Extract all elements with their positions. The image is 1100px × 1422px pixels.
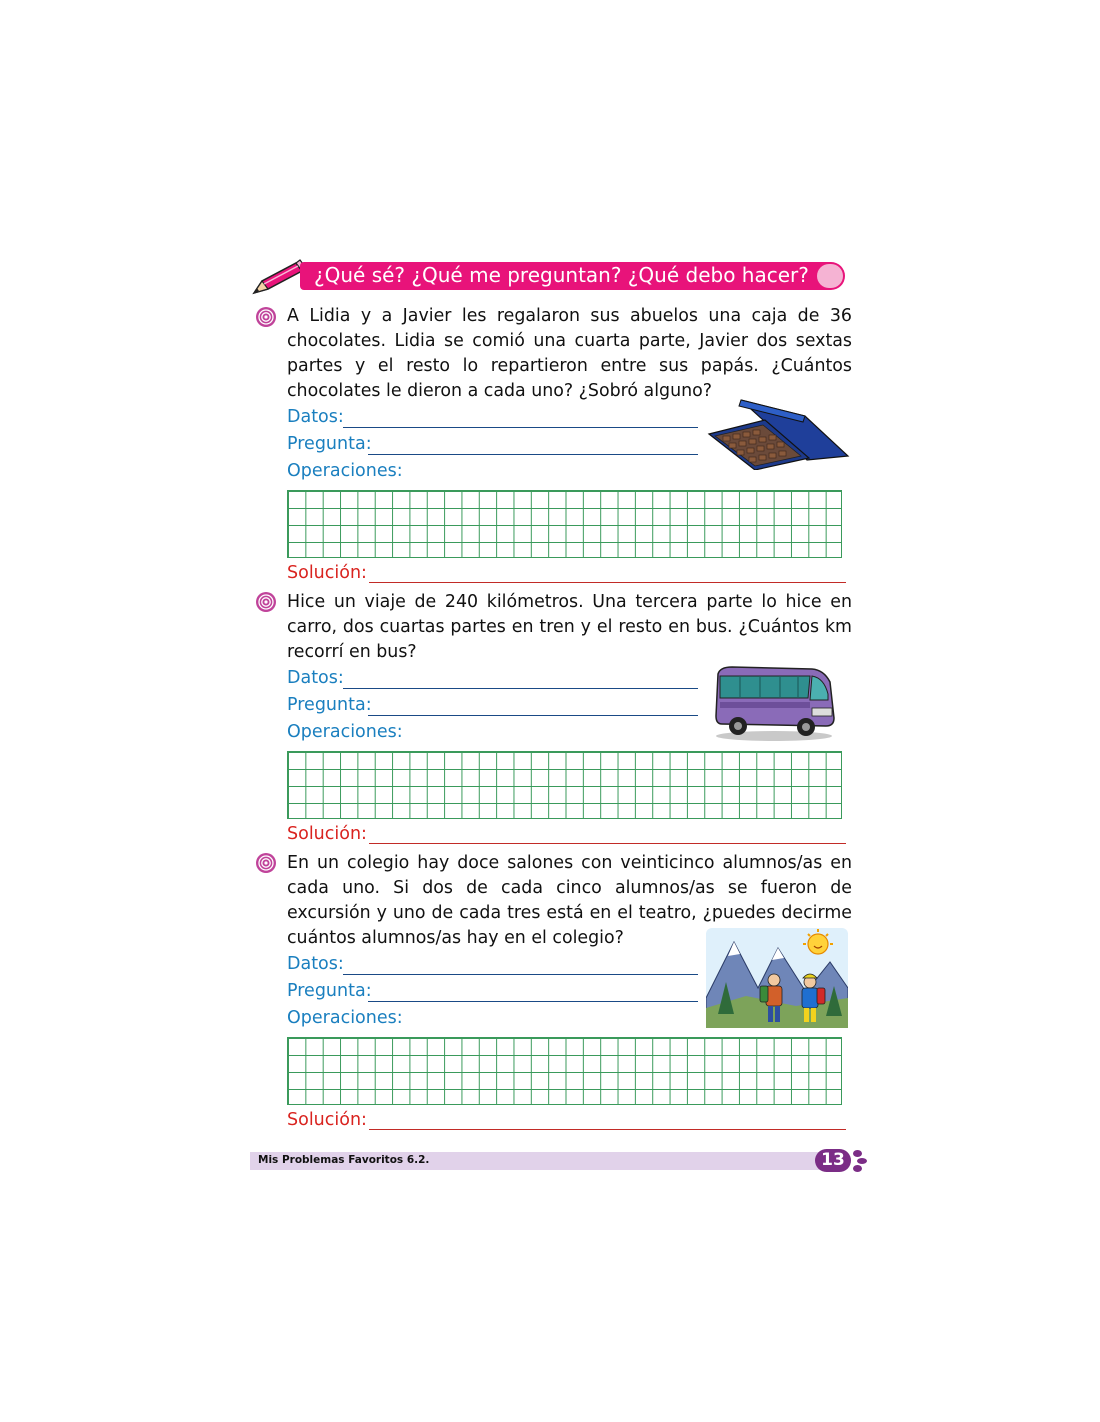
paw-toe-dot (853, 1165, 862, 1172)
problem-3-pregunta-label: Pregunta: (287, 981, 372, 1001)
problem-3-text: En un colegio hay doce salones con veinticinco alumnos/as en cada uno. Si dos de cada cinco alumnos/as se fueron de excursión y uno de cada tres está en el teatro, ¿puedes decirme cuántos alumnos/as hay en el colegio? (287, 853, 852, 948)
bus-icon (712, 664, 837, 742)
problem-1-text: A Lidia y a Javier les regalaron sus abuelos una caja de 36 chocolates. Lidia se comió una cuarta parte, Javier dos sextas partes y el resto lo repartieron entre sus papás. ¿Cuántos chocolates le dieron a cada uno? ¿Sobró alguno? (287, 306, 852, 401)
spiral-bullet-icon (255, 591, 277, 613)
paw-toe-dot (853, 1150, 862, 1157)
problem-1-pregunta-label: Pregunta: (287, 434, 372, 454)
problem-3-datos-label: Datos: (287, 954, 344, 974)
section-header (250, 257, 850, 297)
problem-1-pregunta-line[interactable] (368, 454, 698, 455)
problem-2-pregunta-label: Pregunta: (287, 695, 372, 715)
problem-2-datos-line[interactable] (343, 688, 698, 689)
problem-2-pregunta-line[interactable] (368, 715, 698, 716)
chocolate-box-icon (705, 398, 850, 470)
header-title: ¿Qué sé? ¿Qué me preguntan? ¿Qué debo hacer? (314, 263, 809, 287)
problem-2-solucion-label: Solución: (287, 824, 367, 844)
problem-2-datos-label: Datos: (287, 668, 344, 688)
problem-1-datos-line[interactable] (343, 427, 698, 428)
problem-3-solucion-label: Solución: (287, 1110, 367, 1130)
page-number: 13 (815, 1149, 851, 1172)
spiral-bullet-icon (255, 306, 277, 328)
spiral-bullet-icon (255, 852, 277, 874)
page-number-badge (815, 1149, 870, 1173)
problem-3-operaciones-label: Operaciones: (287, 1008, 403, 1028)
problem-1-solucion-label: Solución: (287, 563, 367, 583)
paw-toe-dot (857, 1158, 867, 1164)
problem-2-solucion-line[interactable] (369, 843, 846, 844)
problem-1-solucion-line[interactable] (369, 582, 846, 583)
header-bar (300, 262, 845, 290)
problem-3-operations-grid[interactable] (287, 1037, 842, 1105)
problem-3-solucion-line[interactable] (369, 1129, 846, 1130)
problem-1-operations-grid[interactable] (287, 490, 842, 558)
problem-2-operaciones-label: Operaciones: (287, 722, 403, 742)
header-bar-cap (817, 264, 843, 288)
problem-2-text: Hice un viaje de 240 kilómetros. Una tercera parte lo hice en carro, dos cuartas partes en tren y el resto en bus. ¿Cuántos km recorrí en bus? (287, 592, 852, 662)
footer-book-title: Mis Problemas Favoritos 6.2. (258, 1154, 430, 1166)
footer-bar (250, 1152, 822, 1170)
problem-2-operations-grid[interactable] (287, 751, 842, 819)
problem-3-datos-line[interactable] (343, 974, 698, 975)
problem-3-pregunta-line[interactable] (368, 1001, 698, 1002)
problem-1-operaciones-label: Operaciones: (287, 461, 403, 481)
problem-1-datos-label: Datos: (287, 407, 344, 427)
hikers-mountain-icon (706, 928, 848, 1028)
